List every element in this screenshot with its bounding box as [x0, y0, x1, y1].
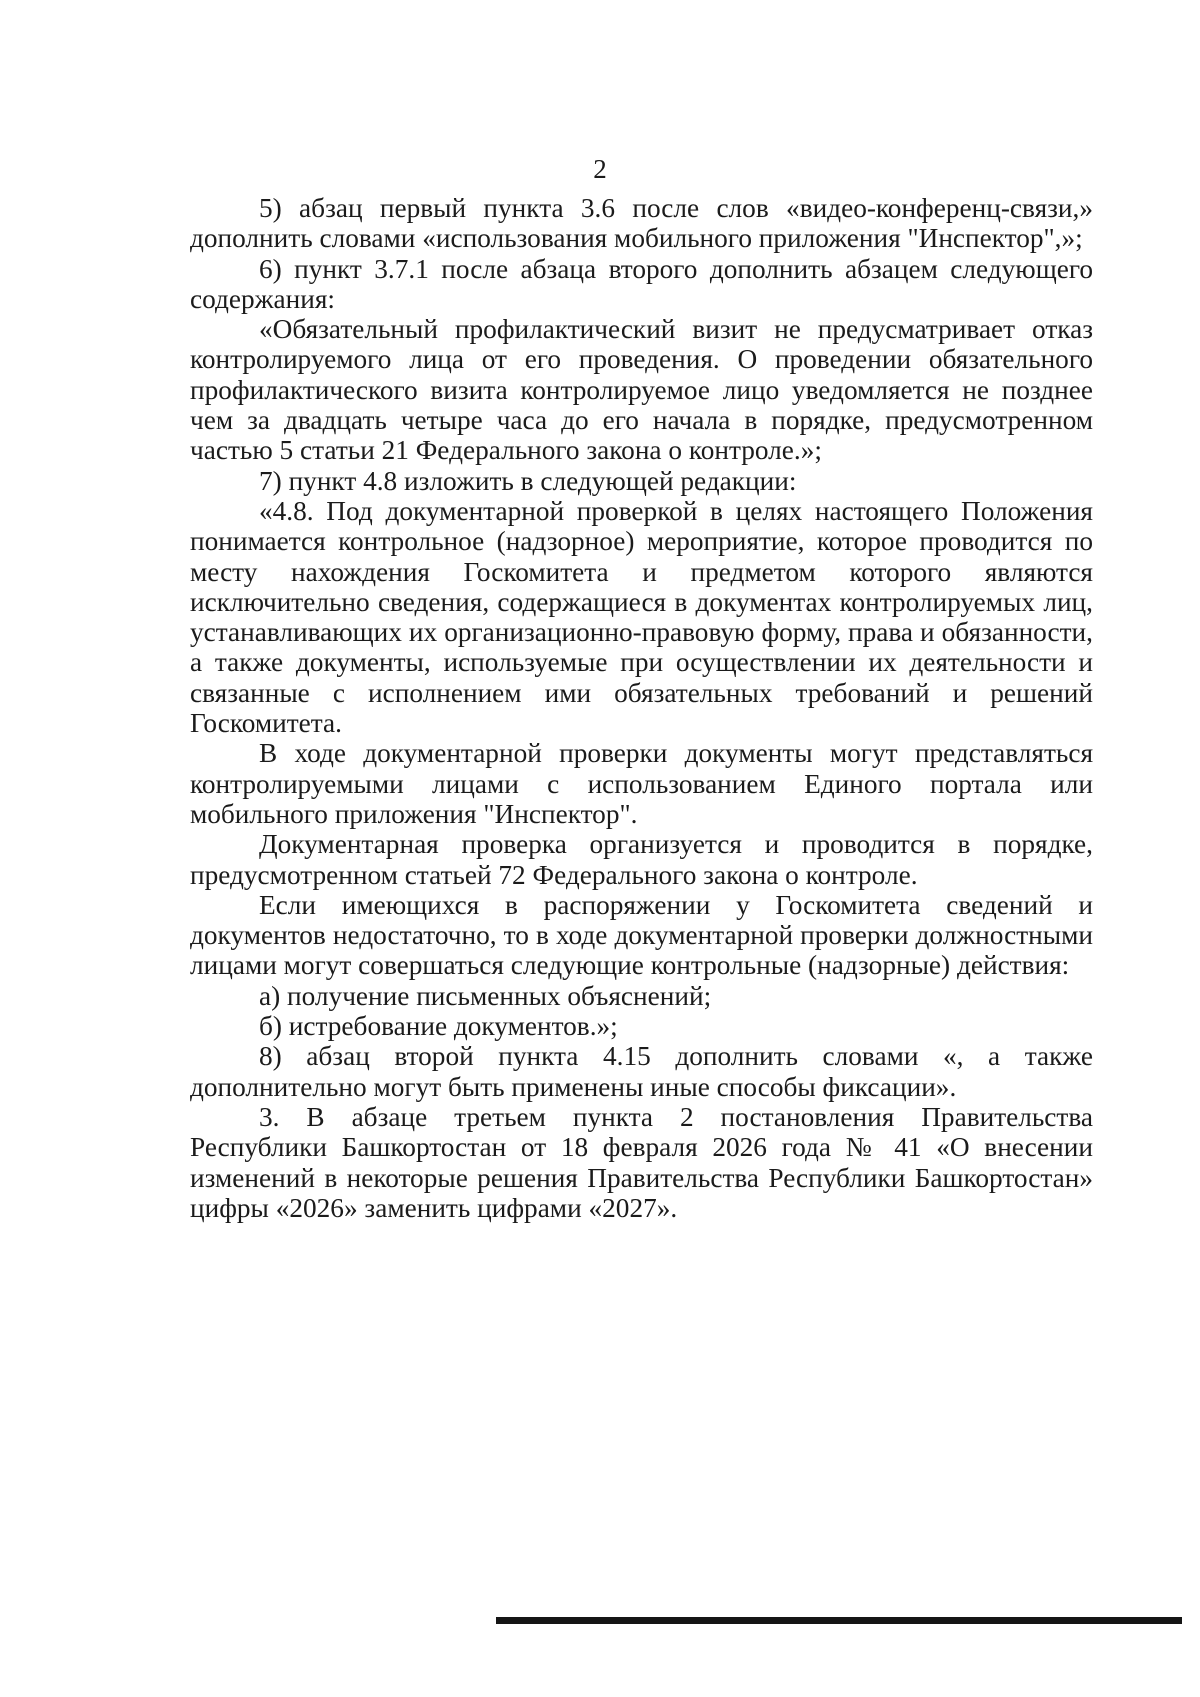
paragraph-item-a: а) получение письменных объяснений;: [259, 980, 712, 1011]
paragraph-documents-submission: В ходе документарной проверки документы могут представляться контролируемыми лицами с использованием Единого портала или мобильного приложения "Инспектор".: [190, 738, 1093, 829]
paragraph-clause-4-8: «4.8. Под документарной проверкой в целях настоящего Положения понимается контрольное (надзорное) мероприятие, которое проводится по месту нахождения Госкомитета и предметом которого являются исключительно сведения, содержащиеся в документах контролируемых лиц, устанавливающих их организационно-правовую форму, права и обязанности, а также документы, используемые при осуществлении их деятельности и связанные с исполнением ими обязательных требований и решений Госкомитета.: [190, 495, 1093, 739]
paragraph-insufficient-documents: Если имеющихся в распоряжении у Госкомитета сведений и документов недостаточно, то в ходе документарной проверки должностными лицами могут совершаться следующие контрольные (надзорные) действия:: [190, 889, 1093, 981]
paragraph-item-b: б) истребование документов.»;: [259, 1011, 618, 1042]
paragraph-item-5: 5) абзац первый пункта 3.6 после слов «видео-конференц-связи,» дополнить словами «использования мобильного приложения "Инспектор",»;: [190, 193, 1093, 254]
page-number: 2: [593, 154, 607, 184]
document-body: [190, 193, 1093, 1223]
paragraph-item-7: 7) пункт 4.8 изложить в следующей редакции:: [259, 465, 797, 496]
paragraph-section-3: 3. В абзаце третьем пункта 2 постановления Правительства Республики Башкортостан от 18 февраля 2026 года № 41 «О внесении изменений в некоторые решения Правительства Республики Башкортостан» цифры «2026» заменить цифрами «2027».: [190, 1101, 1093, 1223]
paragraph-mandatory-visit: «Обязательный профилактический визит не предусматривает отказ контролируемого лица от его проведения. О проведении обязательного профилактического визита контролируемое лицо уведомляется не позднее чем за двадцать четыре часа до его начала в порядке, предусмотренном частью 5 статьи 21 Федерального закона о контроле.»;: [190, 314, 1093, 466]
paragraph-item-8: 8) абзац второй пункта 4.15 дополнить словами «, а также дополнительно могут быть применены иные способы фиксации».: [190, 1041, 1093, 1102]
paragraph-item-6: 6) пункт 3.7.1 после абзаца второго дополнить абзацем следующего содержания:: [190, 253, 1093, 314]
paragraph-inspection-procedure: Документарная проверка организуется и проводится в порядке, предусмотренном статьей 72 Федерального закона о контроле.: [190, 829, 1093, 890]
bottom-scan-rule: [496, 1617, 1182, 1624]
